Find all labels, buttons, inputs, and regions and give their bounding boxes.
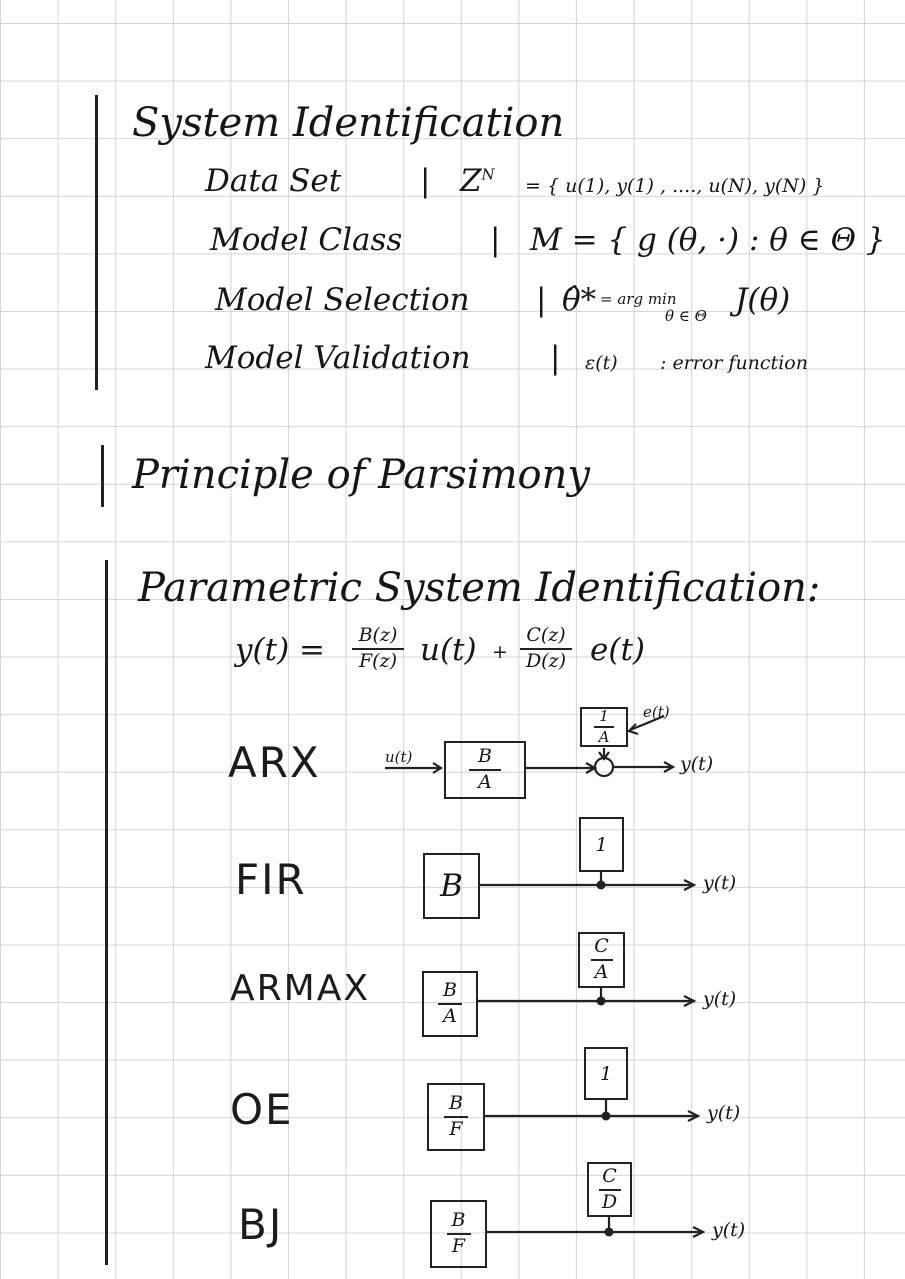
- fir-process-block: B: [423, 853, 480, 919]
- fir-output-label: y(t): [703, 872, 737, 894]
- arx-noise-input-label: e(t): [643, 703, 670, 721]
- oe-noise-block: 1: [584, 1047, 628, 1100]
- section-title-system-identification: System Identification: [132, 100, 565, 146]
- equation-plus: +: [492, 641, 508, 663]
- section-title-parametric: Parametric System Identification:: [138, 565, 821, 611]
- fir-noise-block: 1: [579, 817, 624, 872]
- armax-output-label: y(t): [703, 988, 737, 1010]
- model-label-bj: BJ: [238, 1200, 284, 1249]
- bj-process-block: $\frac{B}{F}$: [430, 1200, 487, 1268]
- model-selection-cost: J(θ): [735, 282, 791, 318]
- section-title-parsimony: Principle of Parsimony: [132, 452, 590, 498]
- bj-noise-block: $\frac{C}{D}$: [587, 1162, 632, 1217]
- armax-process-block: $\frac{B}{A}$: [422, 971, 478, 1037]
- model-selection-subscript: θ ∈ Θ: [665, 307, 707, 325]
- model-class-definition: M = { g (θ, ·) : θ ∈ Θ }: [530, 222, 886, 258]
- row-divider: |: [536, 282, 547, 318]
- arx-noise-block: $\frac{1}{A}$: [580, 707, 628, 747]
- row-label-model-validation: Model Validation: [205, 340, 471, 376]
- data-set-symbol: $Z^N$: [460, 163, 495, 199]
- data-set-definition: = { u(1), y(1) , ...., u(N), y(N) }: [525, 175, 825, 197]
- arx-output-label: y(t): [680, 753, 714, 775]
- equation-input-u: u(t): [420, 632, 477, 668]
- row-label-data-set: Data Set: [205, 163, 342, 199]
- arx-input-label: u(t): [385, 748, 413, 766]
- model-label-armax: ARMAX: [230, 968, 370, 1009]
- equation-noise-e: e(t): [590, 632, 645, 668]
- equation-lhs: y(t) =: [235, 632, 325, 668]
- model-selection-theta: θ̂*: [562, 282, 597, 318]
- model-selection-argmin: = arg min: [600, 290, 677, 308]
- row-divider: |: [420, 163, 431, 199]
- model-label-arx: ARX: [228, 738, 321, 787]
- oe-process-block: $\frac{B}{F}$: [427, 1083, 485, 1151]
- bj-output-label: y(t): [712, 1219, 746, 1241]
- equation-fraction-b-over-f: B(z) F(z): [352, 625, 404, 673]
- row-divider: |: [550, 340, 561, 376]
- model-validation-description: : error function: [660, 352, 808, 374]
- model-label-oe: OE: [230, 1085, 294, 1134]
- armax-noise-block: $\frac{C}{A}$: [578, 932, 625, 988]
- row-divider: |: [490, 222, 501, 258]
- oe-output-label: y(t): [707, 1102, 741, 1124]
- model-label-fir: FIR: [235, 855, 307, 904]
- row-label-model-selection: Model Selection: [215, 282, 470, 318]
- model-validation-error: ε(t): [585, 352, 618, 374]
- arx-process-block: $\frac{B}{A}$: [444, 741, 526, 799]
- row-label-model-class: Model Class: [210, 222, 403, 258]
- equation-fraction-c-over-d: C(z) D(z): [520, 625, 572, 673]
